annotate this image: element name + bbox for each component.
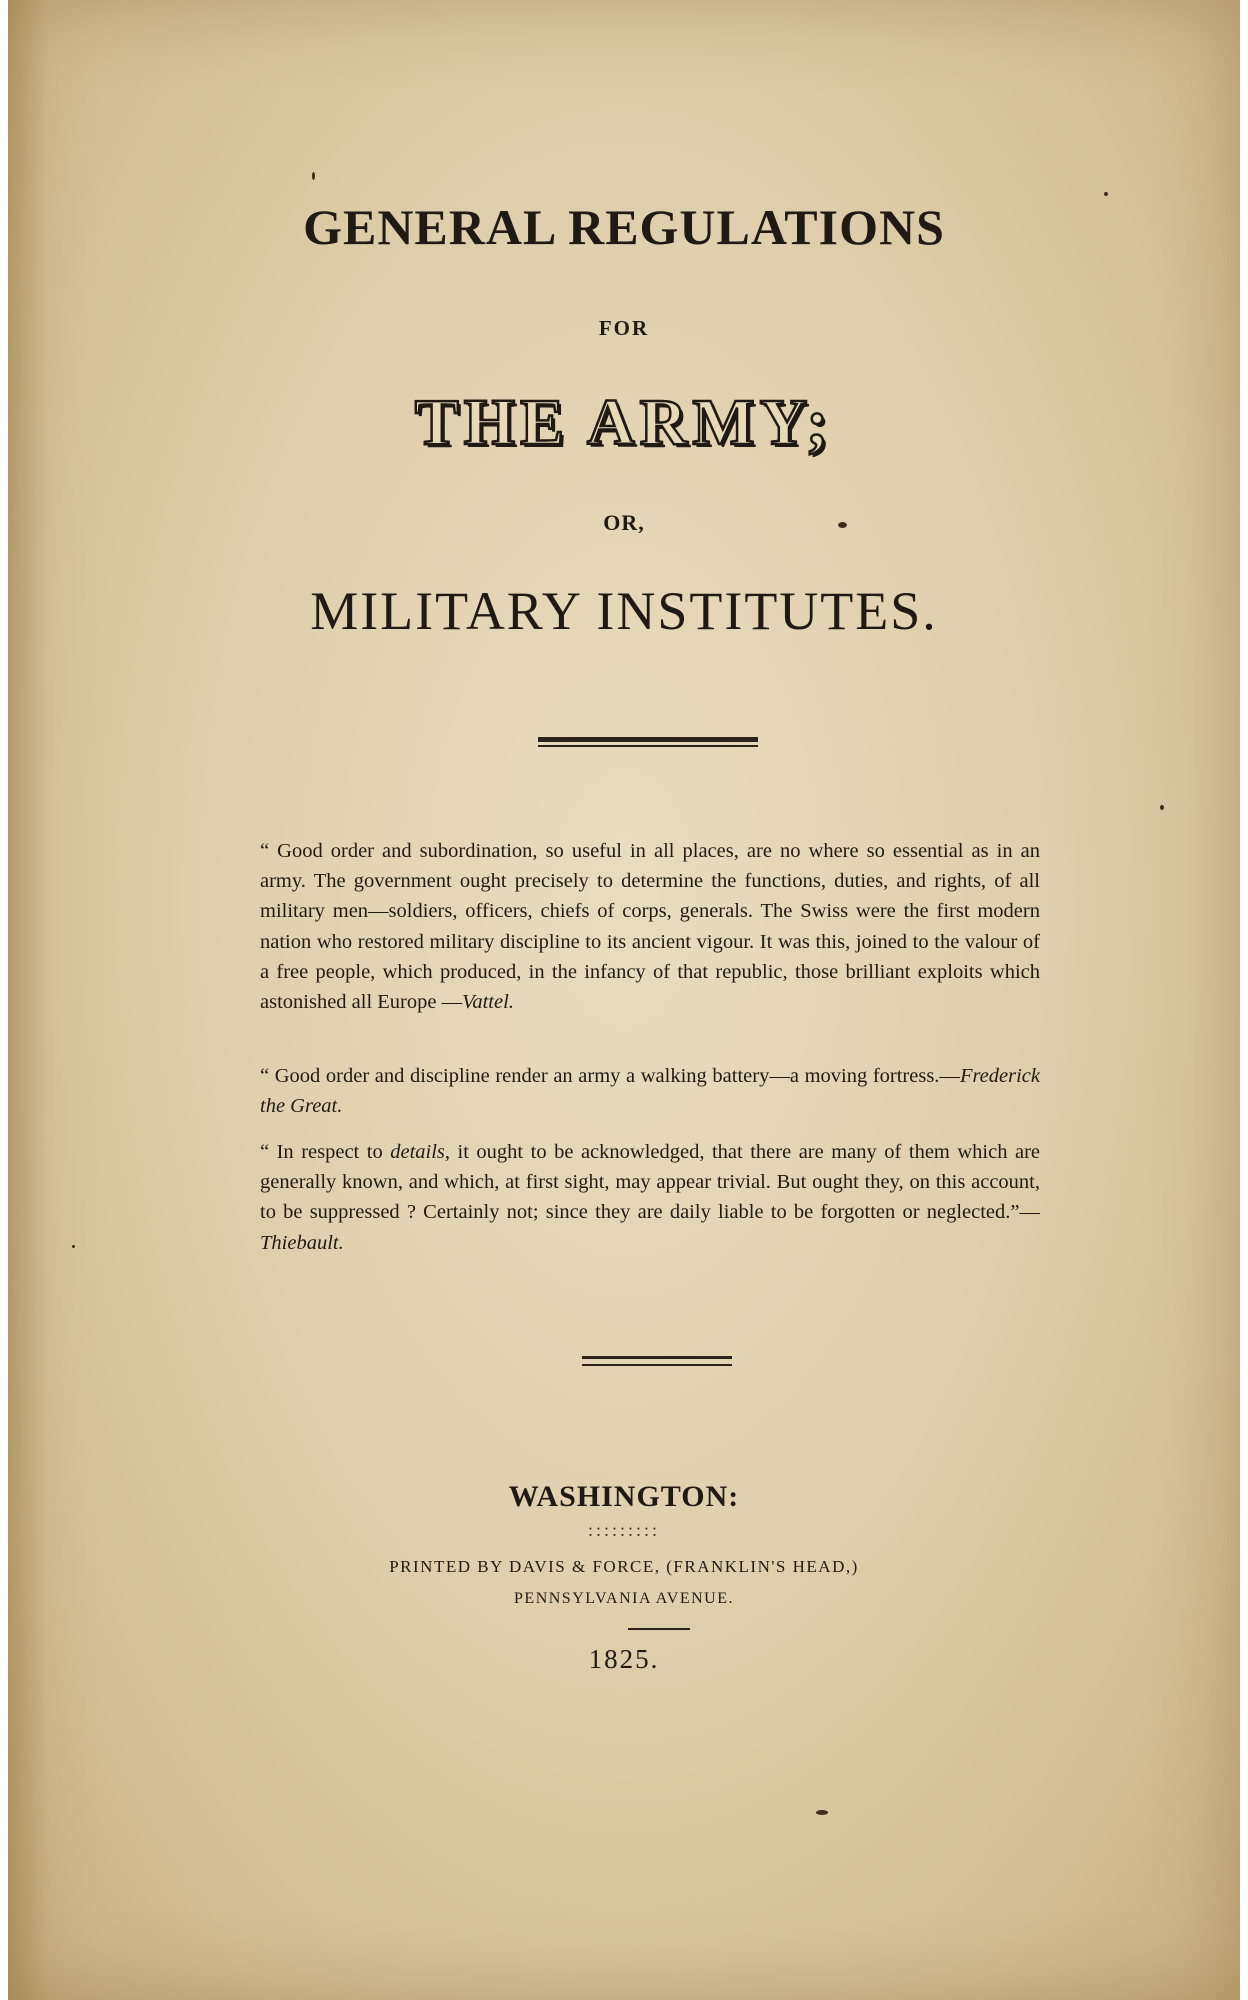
epigraph-vattel	[260, 836, 1040, 1017]
main-title: GENERAL REGULATIONS	[303, 199, 945, 255]
title-the-army: THE ARMY;	[414, 386, 834, 459]
epigraph-frederick	[260, 1061, 1040, 1121]
imprint-city: WASHINGTON:	[508, 1480, 740, 1513]
imprint-printer: PRINTED BY DAVIS & FORCE, (FRANKLIN'S HEAD,)	[389, 1557, 859, 1576]
title-or: OR,	[603, 510, 645, 535]
epigraph-emphasis: details	[390, 1141, 445, 1163]
title-for: FOR	[598, 316, 650, 340]
epigraph-text: , it ought to be acknowledged, that there are many of them which are generally known, and which, at first sight, may appear trivial. But ought they, on this account, to be suppressed ? Certainly not; since they are daily liable to be forgotten or neglected.”—	[260, 1141, 1041, 1224]
epigraph-attribution: Thiebault.	[260, 1231, 344, 1254]
epigraph-attribution: Vattel.	[462, 991, 514, 1014]
subtitle-military-institutes: MILITARY INSTITUTES.	[310, 581, 938, 641]
epigraph-text: “ In respect to	[260, 1141, 391, 1163]
imprint-year: 1825.	[588, 1644, 660, 1674]
imprint-dots: :::::::::	[587, 1520, 660, 1540]
page-edge-shadow	[8, 0, 48, 2000]
epigraph-attribution: Frederick the Great.	[260, 1065, 1040, 1118]
epigraph-thiebault	[260, 1137, 1040, 1258]
epigraph-text: “ Good order and discipline render an army a walking battery—a moving fortress.—	[260, 1065, 960, 1087]
imprint-address: PENNSYLVANIA AVENUE.	[514, 1590, 734, 1607]
imprint-rule	[628, 1628, 690, 1630]
epigraph-text: “ Good order and subordination, so useful in all places, are no where so essential as in an army. The government ought precisely to determine the functions, duties, and rights, of all military men—soldiers, officers, chiefs of corps, generals. The Swiss were the first modern nation who restored military discipline to its ancient vigour. It was this, joined to the valour of a free people, which produced, in the infancy of that republic, those brilliant exploits which astonished all Europe —	[260, 840, 1040, 1014]
